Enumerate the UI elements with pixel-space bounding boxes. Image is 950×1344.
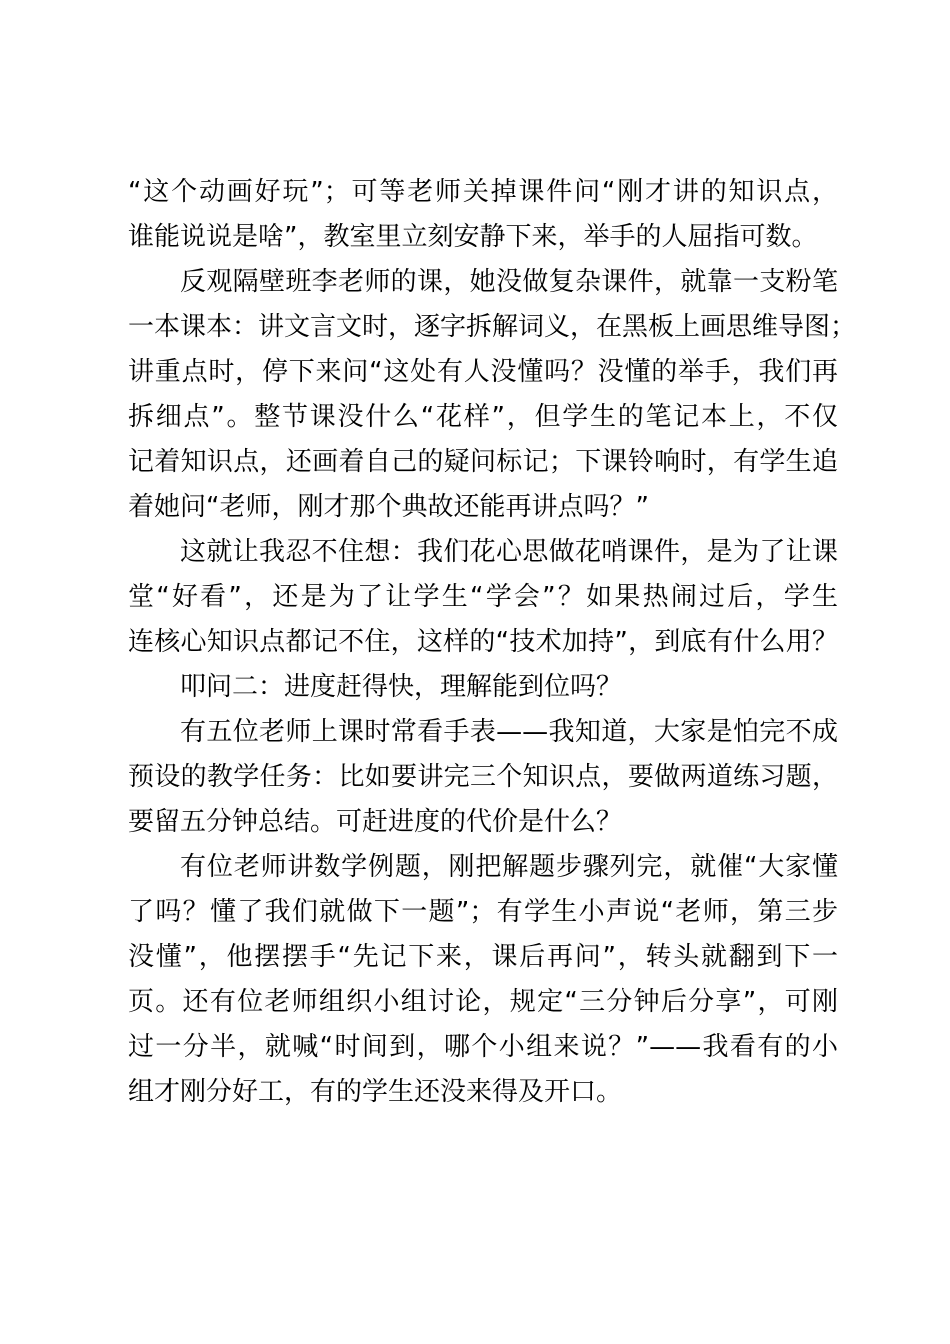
text-line: 了吗？懂了我们就做下一题”；有学生小声说“老师，第三步 bbox=[128, 897, 838, 927]
text-line: 有五位老师上课时常看手表——我知道，大家是怕完不成 bbox=[180, 717, 838, 747]
text-line: 预设的教学任务：比如要讲完三个知识点，要做两道练习题， bbox=[128, 762, 838, 792]
text-line: 谁能说说是啥”，教室里立刻安静下来，举手的人屈指可数。 bbox=[128, 222, 818, 252]
text-line: 反观隔壁班李老师的课，她没做复杂课件，就靠一支粉笔 bbox=[180, 267, 838, 297]
text-line: 叩问二：进度赶得快，理解能到位吗？ bbox=[180, 672, 623, 702]
body-text bbox=[128, 170, 857, 1115]
text-line: 着她问“老师，刚才那个典故还能再讲点吗？” bbox=[128, 492, 649, 522]
text-line: 记着知识点，还画着自己的疑问标记；下课铃响时，有学生追 bbox=[128, 447, 838, 477]
text-line: “这个动画好玩”；可等老师关掉课件问“刚才讲的知识点， bbox=[128, 177, 838, 207]
text-line: 堂“好看”，还是为了让学生“学会”？如果热闹过后，学生 bbox=[128, 582, 838, 612]
text-line: 一本课本：讲文言文时，逐字拆解词义，在黑板上画思维导图； bbox=[128, 312, 857, 342]
text-line: 过一分半，就喊“时间到，哪个小组来说？”——我看有的小 bbox=[128, 1032, 838, 1062]
text-line: 拆细点”。整节课没什么“花样”，但学生的笔记本上，不仅 bbox=[128, 402, 838, 432]
text-line: 这就让我忍不住想：我们花心思做花哨课件，是为了让课 bbox=[180, 537, 838, 567]
text-line: 没懂”，他摆摆手“先记下来，课后再问”，转头就翻到下一 bbox=[128, 942, 838, 972]
text-line: 讲重点时，停下来问“这处有人没懂吗？没懂的举手，我们再 bbox=[128, 357, 838, 387]
text-line: 有位老师讲数学例题，刚把解题步骤列完，就催“大家懂 bbox=[180, 852, 838, 882]
text-line: 页。还有位老师组织小组讨论，规定“三分钟后分享”，可刚 bbox=[128, 987, 838, 1017]
text-line: 要留五分钟总结。可赶进度的代价是什么？ bbox=[128, 807, 623, 837]
text-line: 连核心知识点都记不住，这样的“技术加持”，到底有什么用？ bbox=[128, 627, 838, 657]
text-line: 组才刚分好工，有的学生还没来得及开口。 bbox=[128, 1077, 623, 1107]
